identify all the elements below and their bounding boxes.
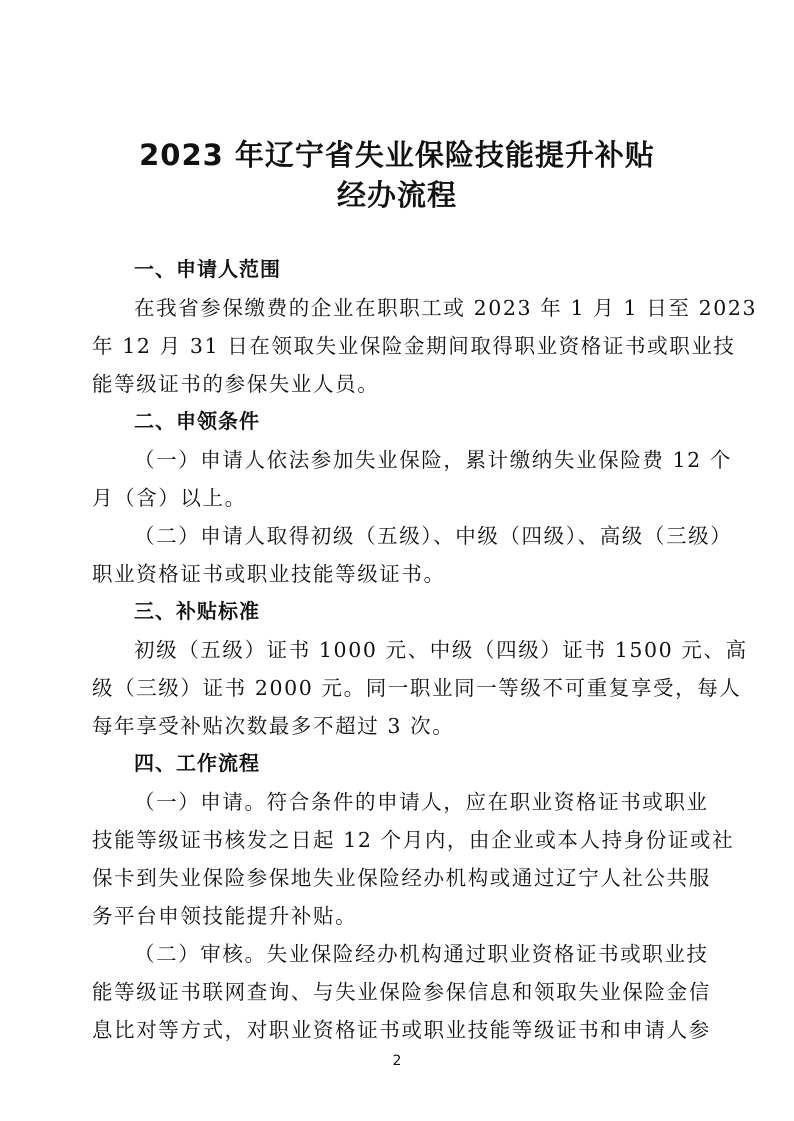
paragraph-line: （二）审核。失业保险经办机构通过职业资格证书或职业技 bbox=[134, 942, 709, 966]
document-title-line-1: 2023 年辽宁省失业保险技能提升补贴 bbox=[139, 138, 655, 172]
paragraph-line: 初级（五级）证书 1000 元、中级（四级）证书 1500 元、高 bbox=[134, 638, 748, 662]
page-number: 2 bbox=[392, 1053, 402, 1069]
paragraph-line: 级（三级）证书 2000 元。同一职业同一等级不可重复享受，每人 bbox=[92, 676, 742, 700]
section-heading-workflow: 四、工作流程 bbox=[134, 751, 260, 775]
section-heading-applicant-scope: 一、申请人范围 bbox=[134, 257, 281, 281]
paragraph-line: 能等级证书的参保失业人员。 bbox=[92, 372, 380, 396]
paragraph-line: 年 12 月 31 日在领取失业保险金期间取得职业资格证书或职业技 bbox=[92, 334, 736, 358]
paragraph-line: 技能等级证书核发之日起 12 个月内，由企业或本人持身份证或社 bbox=[92, 828, 735, 852]
paragraph-line: （二）申请人取得初级（五级）、中级（四级）、高级（三级） bbox=[134, 524, 733, 548]
paragraph-line: 保卡到失业保险参保地失业保险经办机构或通过辽宁人社公共服 bbox=[92, 866, 711, 890]
paragraph-line: （一）申请。符合条件的申请人，应在职业资格证书或职业 bbox=[134, 790, 709, 814]
section-heading-conditions: 二、申领条件 bbox=[134, 409, 260, 433]
paragraph-line: 职业资格证书或职业技能等级证书。 bbox=[92, 562, 446, 586]
document-title-line-2: 经办流程 bbox=[336, 178, 457, 212]
paragraph-line: 息比对等方式，对职业资格证书或职业技能等级证书和申请人参 bbox=[92, 1018, 711, 1042]
paragraph-line: 每年享受补贴次数最多不超过 3 次。 bbox=[92, 714, 455, 738]
section-heading-subsidy-standard: 三、补贴标准 bbox=[134, 599, 260, 623]
paragraph-line: 月（含）以上。 bbox=[92, 486, 247, 510]
paragraph-line: 能等级证书联网查询、与失业保险参保信息和领取失业保险金信 bbox=[92, 980, 711, 1004]
paragraph-line: 在我省参保缴费的企业在职职工或 2023 年 1 月 1 日至 2023 bbox=[134, 296, 758, 320]
paragraph-line: （一）申请人依法参加失业保险，累计缴纳失业保险费 12 个 bbox=[134, 448, 733, 472]
paragraph-line: 务平台申领技能提升补贴。 bbox=[92, 904, 358, 928]
